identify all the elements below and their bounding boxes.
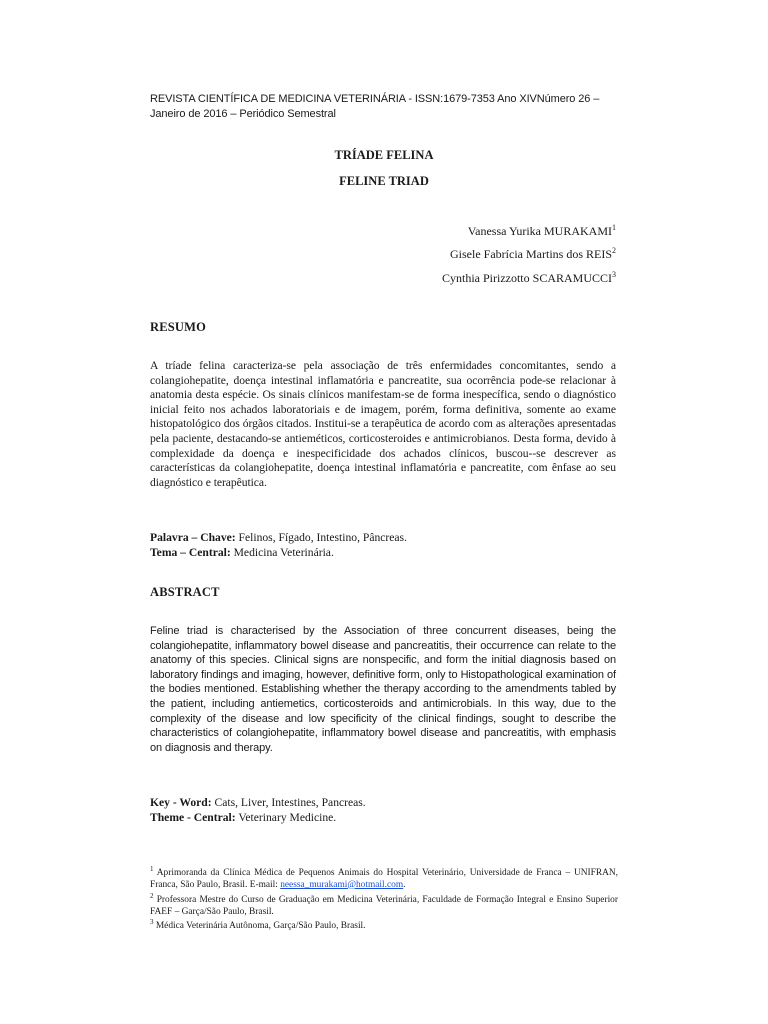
footnote-1 — [150, 864, 618, 891]
resumo-text: A tríade felina caracteriza-se pela associação de três enfermidades concomitantes, sendo a colangiohepatite, doença intestinal inflamatória e pancreatite, sua ocorrência pode-se relacionar à anatomia desta espécie. Os sinais clínicos manifestam-se de forma inespecífica, sendo o diagnóstico inicial feito nos achados laboratoriais e de imagem, porém, forma definitiva, somente ao exame histopatológico dos órgãos citados. Institui-se a terapêutica de acordo com as alterações apresentadas pela paciente, destacando-se antieméticos, corticosteroides e antimicrobianos. Desta forma, devido à complexidade da doença e inespecificidade dos achados clínicos, buscou--se descrever as características da colangiohepatite, doença intestinal inflamatória e pancreatite, com ênfase ao seu diagnóstico e terapêutica. — [150, 359, 616, 489]
keywords-value: Cats, Liver, Intestines, Pancreas. — [211, 796, 366, 809]
theme-value: Medicina Veterinária. — [230, 546, 334, 559]
title-portuguese: TRÍADE FELINA — [334, 148, 434, 162]
author-name: Gisele Fabrícia Martins dos REIS — [450, 247, 612, 261]
resumo-keywords — [150, 530, 407, 545]
author-1 — [468, 224, 616, 239]
email-link[interactable]: neessa_murakami@hotmail.com — [280, 879, 404, 890]
footnote-mark: 2 — [150, 891, 154, 900]
keywords-value: Felinos, Fígado, Intestino, Pâncreas. — [235, 531, 407, 544]
journal-header: REVISTA CIENTÍFICA DE MEDICINA VETERINÁRIA - ISSN:1679-7353 Ano XIVNúmero 26 – Janeiro de 2016 – Periódico Semestral — [150, 93, 600, 120]
theme-label: Theme - Central: — [150, 811, 236, 824]
footnote-mark: 1 — [150, 864, 154, 873]
footnote-text: Aprimoranda da Clínica Médica de Pequenos Animais do Hospital Veterinário, Universidade de Franca – UNIFRAN, Franca, São Paulo, Brasil. E-mail: — [150, 868, 618, 890]
theme-label: Tema – Central: — [150, 546, 231, 559]
author-footnote-mark[interactable]: 2 — [612, 246, 616, 255]
author-footnote-mark[interactable]: 1 — [612, 223, 616, 232]
resumo-theme — [150, 545, 334, 560]
footnote-trailing: . — [403, 879, 406, 890]
keywords-label: Key - Word: — [150, 796, 212, 809]
author-footnote-mark[interactable]: 3 — [612, 270, 616, 279]
footnote-text: Professora Mestre do Curso de Graduação em Medicina Veterinária, Faculdade de Formação Integral e Ensino Superior FAEF – Garça/São Paulo, Brasil. — [150, 895, 618, 917]
footnote-3 — [150, 917, 618, 933]
abstract-heading: ABSTRACT — [150, 585, 220, 599]
footnote-mark: 3 — [150, 917, 154, 926]
footnote-text: Médica Veterinária Autônoma, Garça/São Paulo, Brasil. — [153, 921, 366, 931]
abstract-text: Feline triad is characterised by the Association of three concurrent diseases, being the colangiohepatite, inflammatory bowel disease and pancreatitis, their occurrence can relate to the anatomy of this species. Clinical signs are nonspecific, and form the initial diagnosis based on laboratory findings and imaging, however, definitive form, only to Histopathological examination of the bodies mentioned. Establishing whether the therapy according to the amendments tabled by the patient, including antiemetics, corticosteroids and antimicrobials. In this way, due to the complexity of the disease and low specificity of the clinical findings, sought to describe the characteristics of colangiohepatite, inflammatory bowel disease and pancreatitis, with emphasis on diagnosis and therapy. — [150, 625, 616, 754]
author-2 — [450, 247, 616, 262]
keywords-label: Palavra – Chave: — [150, 531, 236, 544]
abstract-keywords — [150, 795, 366, 810]
author-3 — [442, 271, 616, 286]
author-name: Cynthia Pirizzotto SCARAMUCCI — [441, 271, 612, 285]
abstract-theme — [150, 810, 336, 825]
theme-value: Veterinary Medicine. — [235, 811, 337, 824]
resumo-heading: RESUMO — [150, 320, 207, 334]
footnote-2 — [150, 891, 618, 918]
title-english: FELINE TRIAD — [339, 174, 429, 188]
author-name: Vanessa Yurika MURAKAMI — [467, 224, 612, 238]
